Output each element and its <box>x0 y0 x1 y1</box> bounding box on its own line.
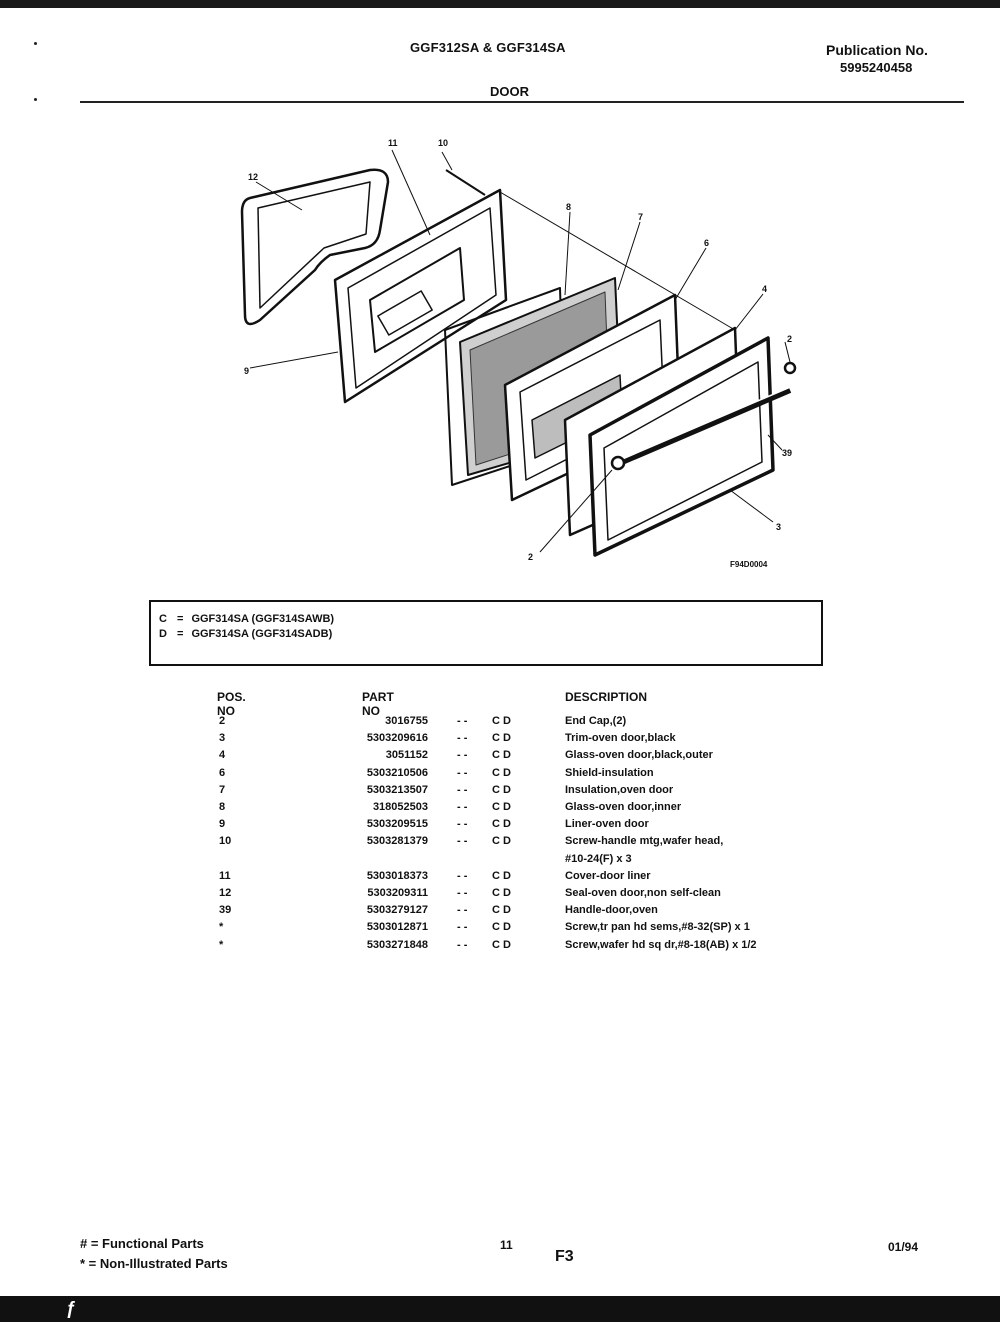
callout-label: 8 <box>566 202 572 212</box>
callout-label: 12 <box>248 172 259 182</box>
description-cell: Screw-handle mtg,wafer head, <box>565 835 724 848</box>
exploded-door-diagram <box>220 130 820 580</box>
dash-cell: - - <box>457 715 468 727</box>
non-illustrated-legend: * = Non-Illustrated Parts <box>80 1256 228 1271</box>
publication-label: Publication No. <box>826 42 928 58</box>
pos-no-cell: 4 <box>219 749 226 762</box>
model-codes-cell: C D <box>492 904 511 917</box>
description-cell: Glass-oven door,black,outer <box>565 749 713 762</box>
section-title: DOOR <box>490 84 529 99</box>
model-key-row: C = GGF314SA (GGF314SAWB) <box>159 613 335 625</box>
part-no-cell: 5303209311 <box>367 887 428 899</box>
callout-label: 2 <box>528 552 534 562</box>
model-codes-cell: C D <box>492 732 511 745</box>
description-cell: Handle-door,oven <box>565 904 658 917</box>
part-no-cell: 5303209616 <box>366 732 428 745</box>
description-cell: Cover-door liner <box>565 869 651 882</box>
functional-parts-legend: # = Functional Parts <box>80 1236 204 1251</box>
model-title: GGF312SA & GGF314SA <box>410 40 566 55</box>
model-codes-cell: C D <box>492 801 511 813</box>
callout-label: 9 <box>244 366 250 376</box>
callout-label: 39 <box>782 448 793 458</box>
figure-code: F94D0004 <box>730 560 768 569</box>
page-number: 11 <box>500 1238 513 1252</box>
dash-cell: - - <box>457 766 468 779</box>
publication-number: 5995240458 <box>840 60 913 75</box>
pos-no-cell: 9 <box>219 818 226 831</box>
section-code: F3 <box>555 1248 574 1265</box>
dash-cell: - - <box>457 904 468 917</box>
pos-no-cell: 2 <box>219 715 226 727</box>
model-codes-cell: C D <box>492 818 511 831</box>
part-no-cell: 5303271848 <box>366 938 428 951</box>
dash-cell: - - <box>457 938 468 951</box>
description-cell: Seal-oven door,non self-clean <box>565 887 721 899</box>
description-cell: Liner-oven door <box>565 818 649 831</box>
model-codes-cell: C D <box>492 766 511 779</box>
description-cell: End Cap,(2) <box>565 715 627 727</box>
model-codes-cell: C D <box>492 835 511 848</box>
callout-label: 10 <box>438 138 449 148</box>
model-key-box <box>149 600 823 666</box>
model-codes-cell: C D <box>492 749 511 762</box>
callout-label: 6 <box>704 238 710 248</box>
header-rule <box>80 101 964 103</box>
callout-label: 2 <box>787 334 793 344</box>
dash-cell: - - <box>457 783 468 796</box>
part-no-cell: 5303210506 <box>366 766 428 779</box>
part-no-cell: 318052503 <box>372 801 428 813</box>
pos-no-cell: 12 <box>219 887 232 899</box>
part-no-cell: 3051152 <box>385 749 428 762</box>
pos-no-cell: * <box>219 921 224 934</box>
description-cell: Glass-oven door,inner <box>565 801 682 813</box>
description-cell: Screw,tr pan hd sems,#8-32(SP) x 1 <box>565 921 750 934</box>
callout-label: 7 <box>638 212 644 222</box>
dash-cell: - - <box>457 835 468 848</box>
model-key-row: D = GGF314SA (GGF314SADB) <box>159 628 333 640</box>
dash-cell: - - <box>457 801 468 813</box>
model-codes-cell: C D <box>492 869 511 882</box>
description-header: DESCRIPTION <box>565 690 648 704</box>
scan-speck <box>34 42 37 45</box>
screw-part <box>446 170 485 195</box>
pos-no-cell: 10 <box>219 835 232 848</box>
model-codes-cell: C D <box>492 887 511 899</box>
scan-speck <box>34 98 37 101</box>
part-no-cell: 5303281379 <box>366 835 428 848</box>
pos-no-cell: 3 <box>219 732 226 745</box>
bottom-scan-edge <box>0 1296 1000 1322</box>
model-codes-cell: C D <box>492 921 511 934</box>
pos-no-cell: 8 <box>219 801 226 813</box>
model-codes-cell: C D <box>492 715 511 727</box>
dash-cell: - - <box>457 887 468 899</box>
pos-no-cell: 7 <box>219 783 226 796</box>
description-cell: #10-24(F) x 3 <box>565 852 632 865</box>
pos-no-cell: 39 <box>219 904 232 917</box>
callout-label: 4 <box>762 284 768 294</box>
model-codes-cell: C D <box>492 938 511 951</box>
part-no-cell: 5303279127 <box>366 904 428 917</box>
part-no-header: PART NO <box>362 690 394 718</box>
description-cell: Insulation,oven door <box>565 783 674 796</box>
part-no-cell: 3016755 <box>385 715 428 727</box>
pos-no-cell: 6 <box>219 766 226 779</box>
dash-cell: - - <box>457 869 468 882</box>
pos-no-header: POS. NO <box>217 690 246 718</box>
description-cell: Screw,wafer hd sq dr,#8-18(AB) x 1/2 <box>565 938 757 951</box>
description-cell: Trim-oven door,black <box>565 732 676 745</box>
description-cell: Shield-insulation <box>565 766 654 779</box>
part-no-cell: 5303012871 <box>366 921 428 934</box>
part-no-cell: 5303209515 <box>366 818 428 831</box>
door-seal-part <box>242 170 388 324</box>
pos-no-cell: 11 <box>219 869 231 882</box>
pos-no-cell: * <box>219 938 224 951</box>
part-no-cell: 5303018373 <box>366 869 428 882</box>
dash-cell: - - <box>457 732 468 745</box>
top-scan-edge <box>0 0 1000 8</box>
callout-label: 3 <box>776 522 782 532</box>
scan-mark: ƒ <box>66 1298 77 1318</box>
dash-cell: - - <box>457 749 468 762</box>
part-no-cell: 5303213507 <box>366 783 428 796</box>
callout-label: 11 <box>388 138 398 148</box>
model-codes-cell: C D <box>492 783 511 796</box>
dash-cell: - - <box>457 921 468 934</box>
revision-date: 01/94 <box>888 1240 919 1254</box>
dash-cell: - - <box>457 818 468 831</box>
